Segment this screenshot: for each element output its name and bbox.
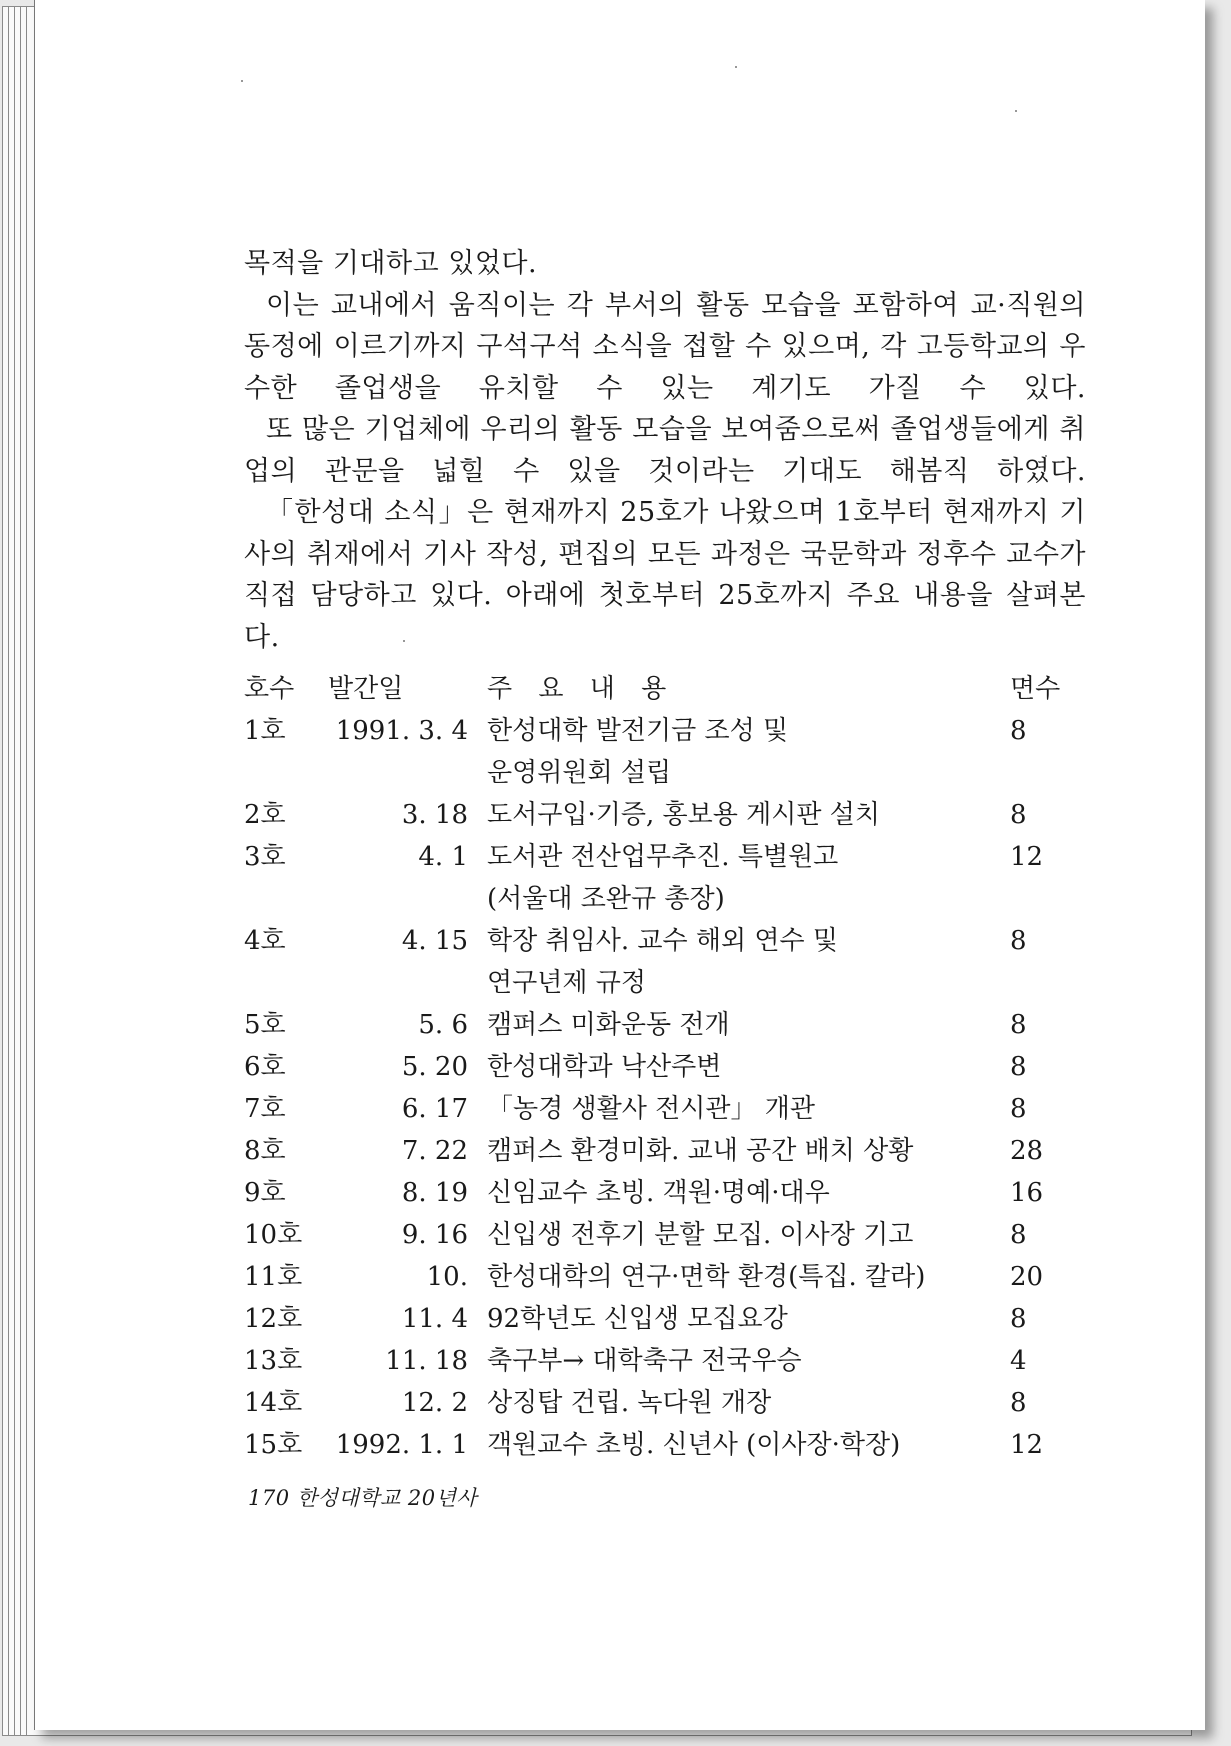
publish-date: 12. 2: [401, 1388, 468, 1418]
header-page-count: 면수: [1010, 674, 1061, 704]
page-count: 8: [1010, 1052, 1027, 1082]
main-content: 학장 취임사. 교수 해외 연수 및 연구년제 규정: [487, 926, 838, 998]
page-count: 8: [1010, 1388, 1027, 1418]
main-content: 92학년도 신입생 모집요강: [487, 1304, 788, 1334]
publish-date: 6. 17: [401, 1094, 468, 1124]
main-content: 캠퍼스 미화운동 전개: [487, 1010, 730, 1040]
main-content: 도서관 전산업무추진. 특별원고 (서울대 조완규 총장): [487, 842, 839, 914]
table-row: [244, 1088, 1084, 1130]
page-count: 8: [1010, 800, 1027, 830]
table-row: [244, 836, 1084, 920]
header-main-content: 주 요 내 용: [487, 674, 676, 704]
paragraph: 또 많은 기업체에 우리의 활동 모습을 보여줌으로써 졸업생들에게 취업의 관문을 넓힐 수 있을 것이라는 기대도 해봄직 하였다.: [244, 414, 1086, 487]
main-content: 도서구입·기증, 홍보용 게시판 설치: [487, 800, 880, 830]
page-count: 28: [1010, 1136, 1044, 1166]
page-count: 16: [1010, 1178, 1044, 1208]
table-row: [244, 1298, 1084, 1340]
issue-number: 5호: [244, 1010, 286, 1040]
scan-speck: [735, 66, 737, 68]
main-content: 캠퍼스 환경미화. 교내 공간 배치 상황: [487, 1136, 914, 1166]
publish-date: 8. 19: [401, 1178, 468, 1208]
issue-number: 3호: [244, 842, 286, 872]
table-row: [244, 1172, 1084, 1214]
main-content: 객원교수 초빙. 신년사 (이사장·학장): [487, 1430, 901, 1460]
issue-table: [244, 668, 1084, 1466]
main-content: 「농경 생활사 전시관」 개관: [487, 1094, 815, 1124]
header-publish-date: 발간일: [328, 674, 404, 704]
publish-date: 10.: [426, 1262, 468, 1292]
main-content: 축구부→ 대학축구 전국우승: [487, 1346, 802, 1376]
table-header: [244, 668, 1084, 710]
publish-date: 4. 15: [401, 926, 468, 956]
table-row: [244, 920, 1084, 1004]
page-count: 4: [1010, 1346, 1027, 1376]
table-row: [244, 1130, 1084, 1172]
issue-number: 11호: [244, 1262, 303, 1292]
issue-number: 9호: [244, 1178, 286, 1208]
page-count: 8: [1010, 716, 1027, 746]
table-row: [244, 1256, 1084, 1298]
issue-number: 8호: [244, 1136, 286, 1166]
scan-speck: [241, 80, 243, 82]
publish-date: 9. 16: [401, 1220, 468, 1250]
table-row: [244, 794, 1084, 836]
page-count: 12: [1010, 842, 1044, 872]
page-count: 12: [1010, 1430, 1044, 1460]
header-issue-number: 호수: [244, 674, 295, 704]
issue-number: 6호: [244, 1052, 286, 1082]
table-row: [244, 1046, 1084, 1088]
book-title: 한성대학교 20년사: [296, 1486, 478, 1510]
publish-date: 1991. 3. 4: [335, 716, 468, 746]
page-count: 8: [1010, 1094, 1027, 1124]
issue-number: 15호: [244, 1430, 303, 1460]
publish-date: 11. 18: [385, 1346, 468, 1376]
publish-date: 4. 1: [418, 842, 468, 872]
page-count: 20: [1010, 1262, 1044, 1292]
page-count: 8: [1010, 926, 1027, 956]
paragraph: 목적을 기대하고 있었다.: [244, 248, 538, 279]
issue-number: 12호: [244, 1304, 303, 1334]
issue-number: 2호: [244, 800, 286, 830]
publish-date: 11. 4: [401, 1304, 468, 1334]
paragraph: 「한성대 소식」은 현재까지 25호가 나왔으며 1호부터 현재까지 기사의 취재에서 기사 작성, 편집의 모든 과정은 국문학과 정후수 교수가 직접 담당하고 있다. 아래에 첫호부터 25호까지 주요 내용을 살펴본다.: [244, 497, 1086, 653]
main-content: 신임교수 초빙. 객원·명예·대우: [487, 1178, 830, 1208]
issue-number: 1호: [244, 716, 286, 746]
table-row: [244, 1004, 1084, 1046]
issue-number: 13호: [244, 1346, 303, 1376]
table-row: [244, 1382, 1084, 1424]
page-count: 8: [1010, 1220, 1027, 1250]
main-content: 한성대학 발전기금 조성 및 운영위원회 설립: [487, 716, 789, 788]
main-content: 신입생 전후기 분할 모집. 이사장 기고: [487, 1220, 914, 1250]
issue-number: 10호: [244, 1220, 303, 1250]
publish-date: 5. 6: [418, 1010, 468, 1040]
main-content: 한성대학의 연구·면학 환경(특집. 칼라): [487, 1262, 926, 1292]
publish-date: 3. 18: [401, 800, 468, 830]
issue-number: 7호: [244, 1094, 286, 1124]
table-row: [244, 1214, 1084, 1256]
scan-speck: [1015, 110, 1017, 112]
issue-number: 4호: [244, 926, 286, 956]
page-count: 8: [1010, 1010, 1027, 1040]
publish-date: 5. 20: [401, 1052, 468, 1082]
page-footer: [248, 1482, 477, 1512]
table-row: [244, 710, 1084, 794]
table-body: [244, 710, 1084, 1466]
table-row: [244, 1424, 1084, 1466]
main-content: 상징탑 건립. 녹다원 개장: [487, 1388, 772, 1418]
paragraph: 이는 교내에서 움직이는 각 부서의 활동 모습을 포함하여 교·직원의 동정에 이르기까지 구석구석 소식을 접할 수 있으며, 각 고등학교의 우수한 졸업생을 유치할 수 있는 계기도 가질 수 있다.: [244, 289, 1086, 404]
page-number: 170: [248, 1486, 290, 1510]
publish-date: 1992. 1. 1: [335, 1430, 468, 1460]
page-count: 8: [1010, 1304, 1027, 1334]
body-text: [244, 243, 1086, 658]
publish-date: 7. 22: [401, 1136, 468, 1166]
table-row: [244, 1340, 1084, 1382]
main-content: 한성대학과 낙산주변: [487, 1052, 722, 1082]
issue-number: 14호: [244, 1388, 303, 1418]
